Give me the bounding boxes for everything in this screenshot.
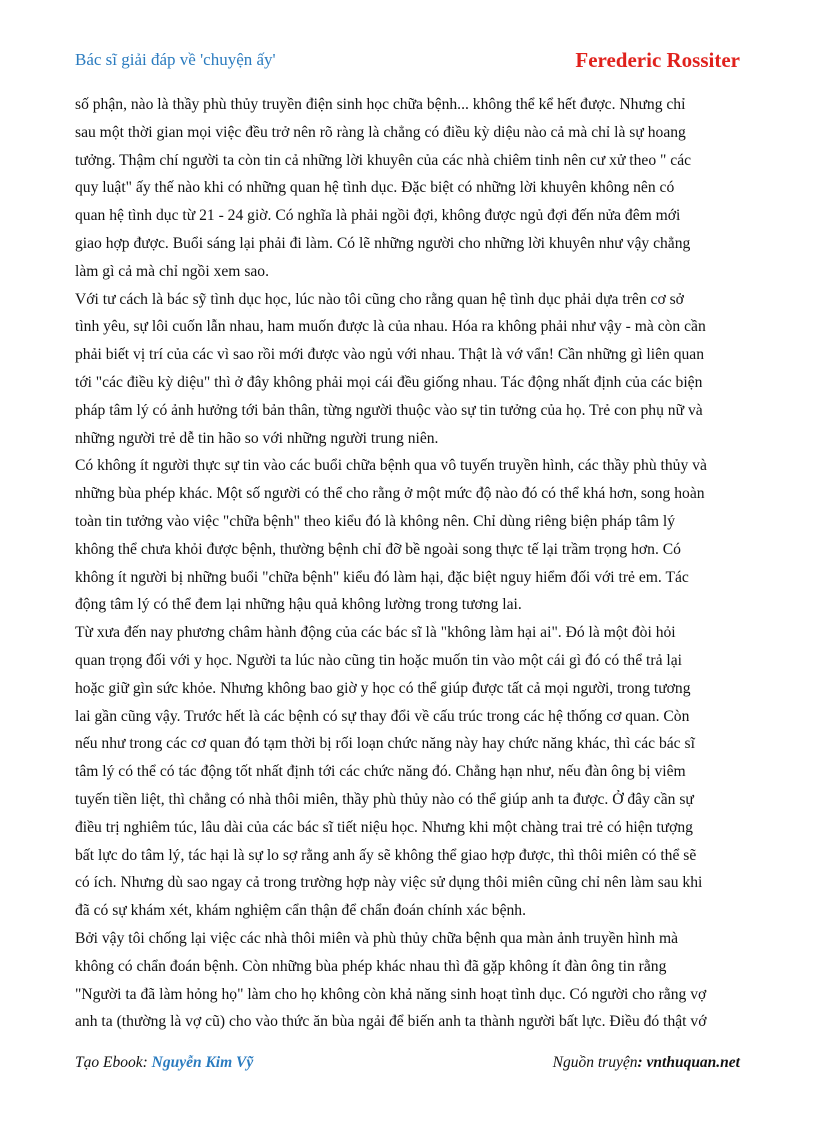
footer-source-separator: : bbox=[637, 1054, 647, 1071]
footer-ebook-separator: : bbox=[142, 1054, 152, 1071]
text-line: quy luật" ấy thế nào khi có những quan hệ tình dục. Đặc biệt có những lời khuyên không nên có bbox=[75, 179, 675, 197]
footer-ebook-name: Nguyễn Kim Vỹ bbox=[151, 1054, 254, 1071]
text-line: những bùa phép khác. Một số người có thể cho rằng ở một mức độ nào đó có thể khá hơn, song hoàn bbox=[75, 485, 705, 503]
text-line: phải biết vị trí của các vì sao rồi mới được vào ngủ với nhau. Thật là vớ vẩn! Cần những gì liên quan bbox=[75, 346, 705, 364]
header-author: Ferederic Rossiter bbox=[575, 48, 740, 72]
text-line: "Người ta đã làm hỏng họ" làm cho họ không còn khả năng sinh hoạt tình dục. Có người cho rằng vợ bbox=[75, 985, 707, 1003]
footer-source-credit bbox=[553, 1054, 740, 1072]
text-line: không thể chưa khỏi được bệnh, thường bệnh chỉ đỡ bề ngoài song thực tế lại trầm trọng hơn. Có bbox=[75, 540, 681, 558]
text-line: tâm lý có thể có tác động tốt nhất định tới các chức năng đó. Chẳng hạn như, nếu đàn ông bị viêm bbox=[75, 763, 686, 781]
text-line: Từ xưa đến nay phương châm hành động của các bác sĩ là "không làm hại ai". Đó là một đòi hỏi bbox=[75, 624, 676, 642]
text-line: số phận, nào là thầy phù thủy truyền điện sinh học chữa bệnh... không thể kể hết được. Nhưng chỉ bbox=[75, 96, 686, 113]
text-line: không có chẩn đoán bệnh. Còn những bùa phép khác nhau thì đã gặp không ít đàn ông tin rằng bbox=[75, 957, 667, 975]
text-line: Bởi vậy tôi chống lại việc các nhà thôi miên và phù thủy chữa bệnh qua màn ảnh truyền hình mà bbox=[75, 929, 679, 947]
text-line: Có không ít người thực sự tin vào các buổi chữa bệnh qua vô tuyến truyền hình, các thầy phù thủy và bbox=[75, 457, 707, 475]
body-text bbox=[75, 91, 745, 1036]
footer-ebook-credit bbox=[75, 1054, 253, 1072]
text-line: điều trị nghiêm túc, lâu dài của các bác sĩ tiết niệu học. Nhưng khi một chàng trai trẻ có hiện tượng bbox=[75, 818, 693, 836]
text-line: lai gần cũng vậy. Trước hết là các bệnh có sự thay đổi về cấu trúc trong các hệ thống cơ quan. Còn bbox=[75, 707, 690, 725]
text-line: nếu như trong các cơ quan đó tạm thời bị rối loạn chức năng này hay chức năng khác, thì các bác sĩ bbox=[75, 735, 695, 753]
text-line: làm gì cả mà chỉ ngồi xem sao. bbox=[75, 262, 270, 280]
text-line: anh ta (thường là vợ cũ) cho vào thức ăn bùa ngải để biến anh ta thành người bất lực. Điều đó thật vớ bbox=[75, 1013, 707, 1031]
text-line: pháp tâm lý có ảnh hưởng tới bản thân, từng người thuộc vào sự tin tưởng của họ. Trẻ con phụ nữ và bbox=[75, 401, 703, 419]
text-line: sau một thời gian mọi việc đều trở nên rõ ràng là chẳng có điều kỳ diệu nào cả mà chỉ là sự hoang bbox=[75, 123, 686, 141]
footer-source-name: vnthuquan.net bbox=[646, 1054, 740, 1071]
footer-ebook-label: Tạo Ebook bbox=[75, 1054, 143, 1071]
text-line: động tâm lý có thể đem lại những hậu quả không lường trong tương lai. bbox=[75, 596, 522, 614]
text-line: Với tư cách là bác sỹ tình dục học, lúc nào tôi cũng cho rằng quan hệ tình dục phải dựa trên cơ sở bbox=[75, 290, 684, 308]
text-line: quan trọng đối với y học. Người ta lúc nào cũng tin hoặc muốn tin vào một cái gì đó có thể trả lại bbox=[75, 651, 682, 669]
text-line: toàn tin tưởng vào việc "chữa bệnh" theo kiểu đó là không nên. Chỉ dùng riêng biện pháp tâm lý bbox=[75, 512, 675, 530]
text-line: tới "các điều kỳ diệu" thì ở đây không phải mọi cái đều giống nhau. Tác động nhất định của các biện bbox=[75, 373, 703, 391]
header-title: Bác sĩ giải đáp về 'chuyện ấy' bbox=[75, 50, 276, 69]
text-line: có ích. Nhưng dù sao ngay cả trong trường hợp này việc sử dụng thôi miên cũng chỉ nên làm sau khi bbox=[75, 874, 703, 892]
text-line: giao hợp được. Buổi sáng lại phải đi làm. Có lẽ những người cho những lời khuyên như vậy chẳng bbox=[75, 234, 691, 252]
text-line: tuyến tiền liệt, thì chẳng có nhà thôi miên, thầy phù thủy nào có thể giúp anh ta được. Ở đây cần sự bbox=[75, 790, 694, 808]
text-line: đã có sự khám xét, khám nghiệm cẩn thận để chẩn đoán chính xác bệnh. bbox=[75, 902, 526, 920]
text-line: những người trẻ dễ tin hão so với những người trung niên. bbox=[75, 429, 439, 447]
text-line: không ít người bị những buổi "chữa bệnh" kiểu đó làm hại, đặc biệt nguy hiểm đối với trẻ em. Tác bbox=[75, 568, 689, 586]
footer-source-label: Nguồn truyện bbox=[552, 1054, 638, 1071]
text-line: quan hệ tình dục từ 21 - 24 giờ. Có nghĩa là phải ngồi đợi, không được ngủ đợi đến nửa đêm mới bbox=[75, 207, 681, 225]
text-line: hoặc giữ gìn sức khỏe. Nhưng không bao giờ y học có thể giúp được tất cả mọi người, trong tương bbox=[75, 679, 691, 697]
text-line: tình yêu, sự lôi cuốn lẫn nhau, ham muốn được là của nhau. Hóa ra không phải như vậy - mà còn cần bbox=[75, 318, 706, 336]
text-line: bất lực do tâm lý, tác hại là sự lo sợ rằng anh ấy sẽ không thể giao hợp được, thì thôi miên có thể sẽ bbox=[75, 846, 697, 864]
text-line: tưởng. Thậm chí người ta còn tin cả những lời khuyên của các nhà chiêm tinh nên cư xử theo " các bbox=[75, 151, 692, 169]
